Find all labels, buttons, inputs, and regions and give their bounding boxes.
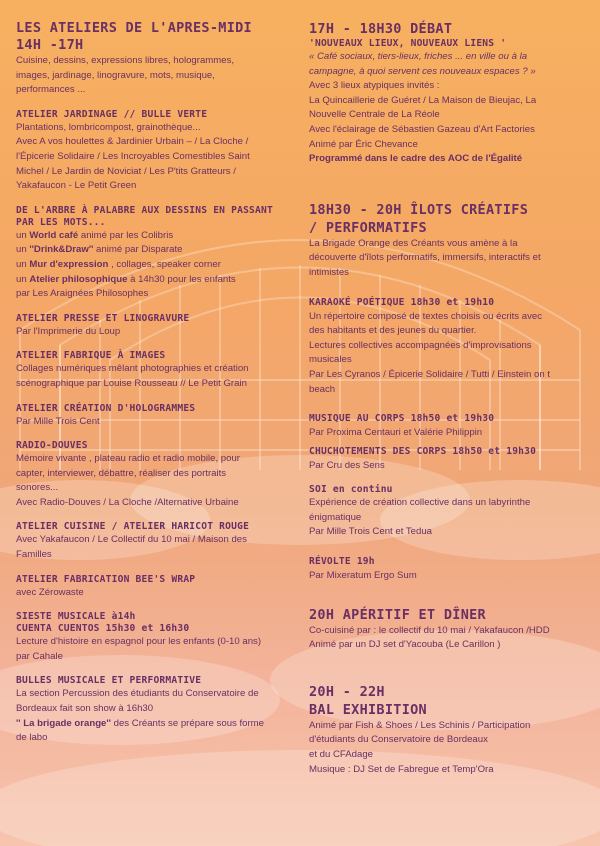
debat-subtitle: 'NOUVEAUX LIEUX, NOUVEAUX LIENS ' [309,38,507,49]
debat-text: « Café sociaux, tiers-lieux, friches ... en ville ou à la campagne, à quoi servent ces nouveaux espaces ? » Avec 3 lieux atypiques invités : La Quincaillerie de Guéret / La Maison de Bieujac, La Nouvelle Centrale de La Réole Avec l'éclairage de Sébastien Gazeau d'Art Factories Animé par Éric Chevance Programmé dans le cadre des AOC de l'Égalité [309,50,589,167]
cuenta-title: CUENTA CUENTOS 15h30 et 16h30 [16,623,190,635]
sieste-title: SIESTE MUSICALE à14h [16,611,136,623]
ilots-text: La Brigade Orange des Créants vous amène à la découverte d'îlots performatifs, immersifs, interactifs et intimistes [309,237,541,278]
musique-title: MUSIQUE AU CORPS 18h50 et 19h30 [309,413,495,425]
ilots-title-2: / PERFORMATIFS [309,219,427,236]
cuisine-title: ATELIER CUISINE / ATELIER HARICOT ROUGE [16,521,250,533]
intro-text: Cuisine, dessins, expressions libres, hologrammes, images, jardinage, linogravure, mots, musique, performances ... [16,55,235,96]
ilots-title-1: 18H30 - 20H ÎLOTS CRÉATIFS [309,201,529,218]
chuchotements-title: CHUCHOTEMENTS DES CORPS 18h50 et 19h30 [309,445,537,457]
sieste-text: Lecture d'histoire en espagnol pour les enfants (0-10 ans) par Cahale [16,636,262,662]
aperitif-text: Co-cuisiné par : le collectif du 10 mai / Yakafaucon /HDD Animé par un DJ set d'Yacouba (Le Carillon ) [309,624,550,651]
aoc-note: Programmé dans le cadre des AOC de l'Égalité [309,153,523,165]
soi-text: Expérience de création collective dans un labyrinthe énigmatique Par Mille Trois Cent et Tedua [309,497,531,538]
beeswrap-section [16,574,291,601]
arbre-text: un World café animé par les Colibris un ''Drink&Draw'' animé par Disparate un Mur d'expression , collages, speaker corner un Atelier philosophique à 14h30 pour les enfants par Les Araignées Philosophes [16,229,236,300]
presse-title: ATELIER PRESSE ET LINOGRAVURE [16,312,190,324]
presse-section [16,313,291,340]
beeswrap-text: avec Zérowaste [16,586,84,598]
fabrique-text: Collages numériques mêlant photographies et création scénographique par Louise Rousseau // Le Petit Grain [16,363,249,389]
jardinage-title: ATELIER JARDINAGE // BULLE VERTE [16,108,208,120]
jardinage-text: Plantations, lombricompost, grainothèque... Avec A vos houlettes & Jardinier Urbain – / La Cloche / l'Épicerie Solidaire / Les Incroyables Comestibles Saint Michel / Le Jardin de Noviciat / Les P'tits Gratteurs / Yakafaucon - Le Petit Green [16,121,250,192]
fabrique-title: ATELIER FABRIQUE À IMAGES [16,350,166,362]
left-column [16,20,291,757]
chuchotements-text: Par Cru des Sens [309,459,385,471]
presse-text: Par l'Imprimerie du Loup [16,325,121,337]
debat-title: 17H - 18H30 DÉBAT [309,21,453,37]
arbre-title-1: DE L'ARBRE À PALABRE AUX DESSINS EN PASSANT [16,204,273,216]
sieste-section [16,611,291,664]
revolte-text: Par Mixeratum Ergo Sum [309,570,417,582]
bal-time: 20H - 22H [309,683,385,700]
fabrique-section [16,350,291,391]
revolte-section [309,551,589,584]
soi-title: SOI en continu [309,484,393,496]
bal-section [309,683,589,777]
revolte-title: RÉVOLTE 19h [309,556,375,568]
soi-section [309,484,589,540]
bulles-section [16,675,291,745]
musique-text: Par Proxima Centauri et Valérie Philippin [309,427,483,439]
right-column [309,20,589,788]
karaoke-text: Un répertoire composé de textes choisis ou écrits avec des habitants et des jeunes du quartier. Lectures collectives accompagnées d'improvisations musicales Par Les Cyranos / Épicerie Solidaire / Tutti / Einstein on t beach [309,310,551,395]
aperitif-section [309,606,589,653]
hologramme-text: Par Mille Trois Cent [16,415,100,427]
cuisine-section [16,521,291,562]
radio-section [16,440,291,510]
ilots-section [309,201,589,281]
section-title: LES ATELIERS DE L'APRES-MIDI [16,20,252,36]
radio-title: RADIO-DOUVES [16,440,88,452]
afternoon-workshops-section [16,20,291,98]
debat-section [309,20,589,167]
bal-text: Animé par Fish & Shoes / Les Schinis / Participation d'étudiants du Conservatoire de Bordeaux et du CFAdage Musique : DJ Set de Fabregue et Temp'Ora [309,719,531,775]
beeswrap-title: ATELIER FABRICATION BEE'S WRAP [16,573,196,585]
cuisine-text: Avec Yakafaucon / Le Collectif du 10 mai / Maison des Familles [16,534,247,561]
arbre-section [16,205,291,302]
hologramme-section [16,403,291,430]
musique-section [309,408,589,473]
jardinage-section [16,109,291,194]
karaoke-title: KARAOKÉ POÉTIQUE 18h30 et 19h10 [309,296,495,308]
hologramme-title: ATELIER CRÉATION D'HOLOGRAMMES [16,402,196,414]
section-time: 14H -17H [16,37,84,53]
bulles-text: La section Percussion des étudiants du Conservatoire de Bordeaux fait son show à 16h30 '' La brigade orange'' des Créants se prépare sous forme de labo [16,688,265,744]
karaoke-section [309,292,589,398]
radio-text: Mémoire vivante , plateau radio et radio mobile, pour capter, interviewer, débattre, réaliser des portraits sonores... Avec Radio-Douves / La Cloche /Alternative Urbaine [16,453,240,508]
arbre-title-2: PAR LES MOTS... [16,216,106,228]
aperitif-title: 20H APÉRITIF ET DÎNER [309,606,486,623]
bulles-title: BULLES MUSICALE ET PERFORMATIVE [16,675,202,687]
bal-title: BAL EXHIBITION [309,701,427,718]
